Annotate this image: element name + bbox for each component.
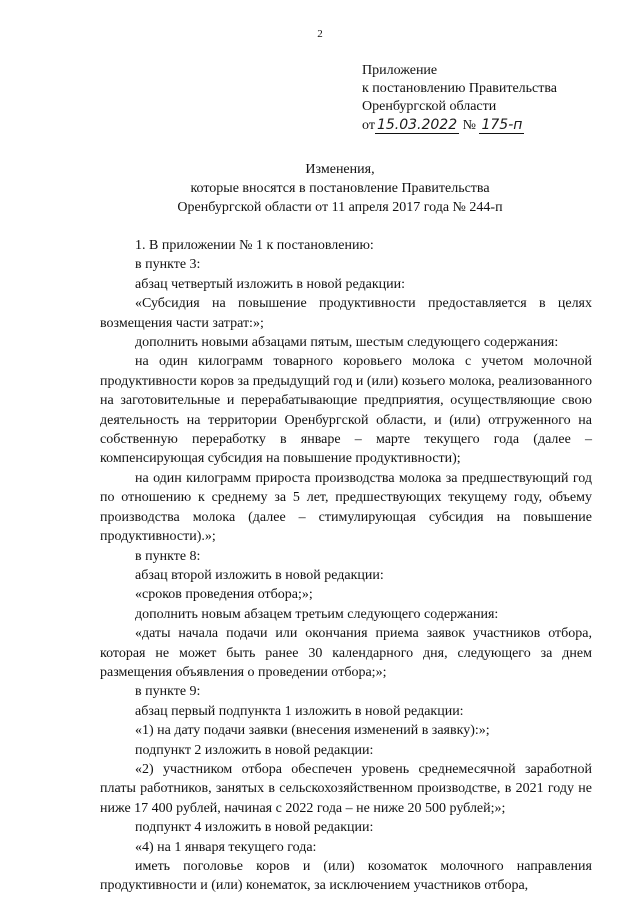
paragraph: дополнить новыми абзацами пятым, шестым следующего содержания:: [135, 335, 559, 351]
page-number: 2: [317, 28, 323, 40]
paragraph: в пункте 9:: [135, 684, 201, 700]
document-body: [100, 236, 592, 896]
paragraph: абзац первый подпункта 1 изложить в новой редакции:: [135, 703, 464, 719]
paragraph: подпункт 2 изложить в новой редакции:: [135, 742, 374, 758]
paragraph: «Субсидия на повышение продуктивности предоставляется в целях возмещения части затрат:»;: [100, 296, 592, 331]
paragraph: «даты начала подачи или окончания приема заявок участников отбора, которая не может быть ранее 30 календарного дня, следующего за днем размещения объявления о проведении отбора;»;: [100, 626, 592, 680]
appendix-line-3: Оренбургской области: [362, 99, 497, 114]
paragraph: подпункт 4 изложить в новой редакции:: [135, 820, 374, 836]
number-prefix: №: [462, 118, 476, 133]
paragraph: «сроков проведения отбора;»;: [135, 587, 313, 603]
paragraph: в пункте 8:: [135, 548, 201, 564]
title-line-2: которые вносятся в постановление Правительства: [190, 181, 490, 196]
paragraph: на один килограмм товарного коровьего молока с учетом молочной продуктивности коров за предыдущий год и (или) козьего молока, реализованного на заготовительные и перерабатывающие предприятия, осуществляющие свою деятельность на территории Оренбургской области, и (или) отгруженного на собственную переработку в январе – марте текущего года (далее – компенсирующая субсидия на повышение продуктивности);: [100, 354, 592, 467]
handwritten-number: 175-п: [481, 117, 523, 133]
title-line-3: Оренбургской области от 11 апреля 2017 года № 244-п: [177, 200, 503, 215]
appendix-line-2: к постановлению Правительства: [362, 81, 558, 96]
paragraph: «2) участником отбора обеспечен уровень среднемесячной заработной платы работников, занятых в сельскохозяйственном производстве, в 2021 году не ниже 17 400 рублей, начиная с 2022 года – не ниже 20 500 рублей;»;: [100, 761, 592, 816]
document-title: [90, 160, 590, 217]
appendix-header: [362, 62, 557, 135]
title-line-1: Изменения,: [305, 162, 375, 177]
paragraph: 1. В приложении № 1 к постановлению:: [135, 238, 374, 253]
handwritten-date: 15.03.2022: [376, 117, 458, 133]
appendix-date-line: [362, 116, 557, 135]
paragraph: на один килограмм прироста производства молока за предшествующий год по отношению к среднему за 5 лет, предшествующих текущему году, объему производства молока (далее – стимулирующая субсидия на повышение продуктивности).»;: [100, 470, 592, 545]
paragraph: дополнить новым абзацем третьим следующего содержания:: [135, 606, 499, 622]
paragraph: абзац второй изложить в новой редакции:: [135, 567, 384, 583]
paragraph: «4) на 1 января текущего года:: [135, 839, 317, 855]
paragraph: абзац четвертый изложить в новой редакции:: [135, 276, 405, 292]
paragraph: «1) на дату подачи заявки (внесения изменений в заявку):»;: [135, 723, 490, 739]
appendix-line-1: Приложение: [362, 63, 438, 78]
paragraph: иметь поголовье коров и (или) козоматок молочного направления продуктивности и (или) конематок, за исключением участников отбора,: [100, 859, 592, 894]
paragraph: в пункте 3:: [135, 257, 201, 273]
date-prefix: от: [362, 118, 375, 133]
